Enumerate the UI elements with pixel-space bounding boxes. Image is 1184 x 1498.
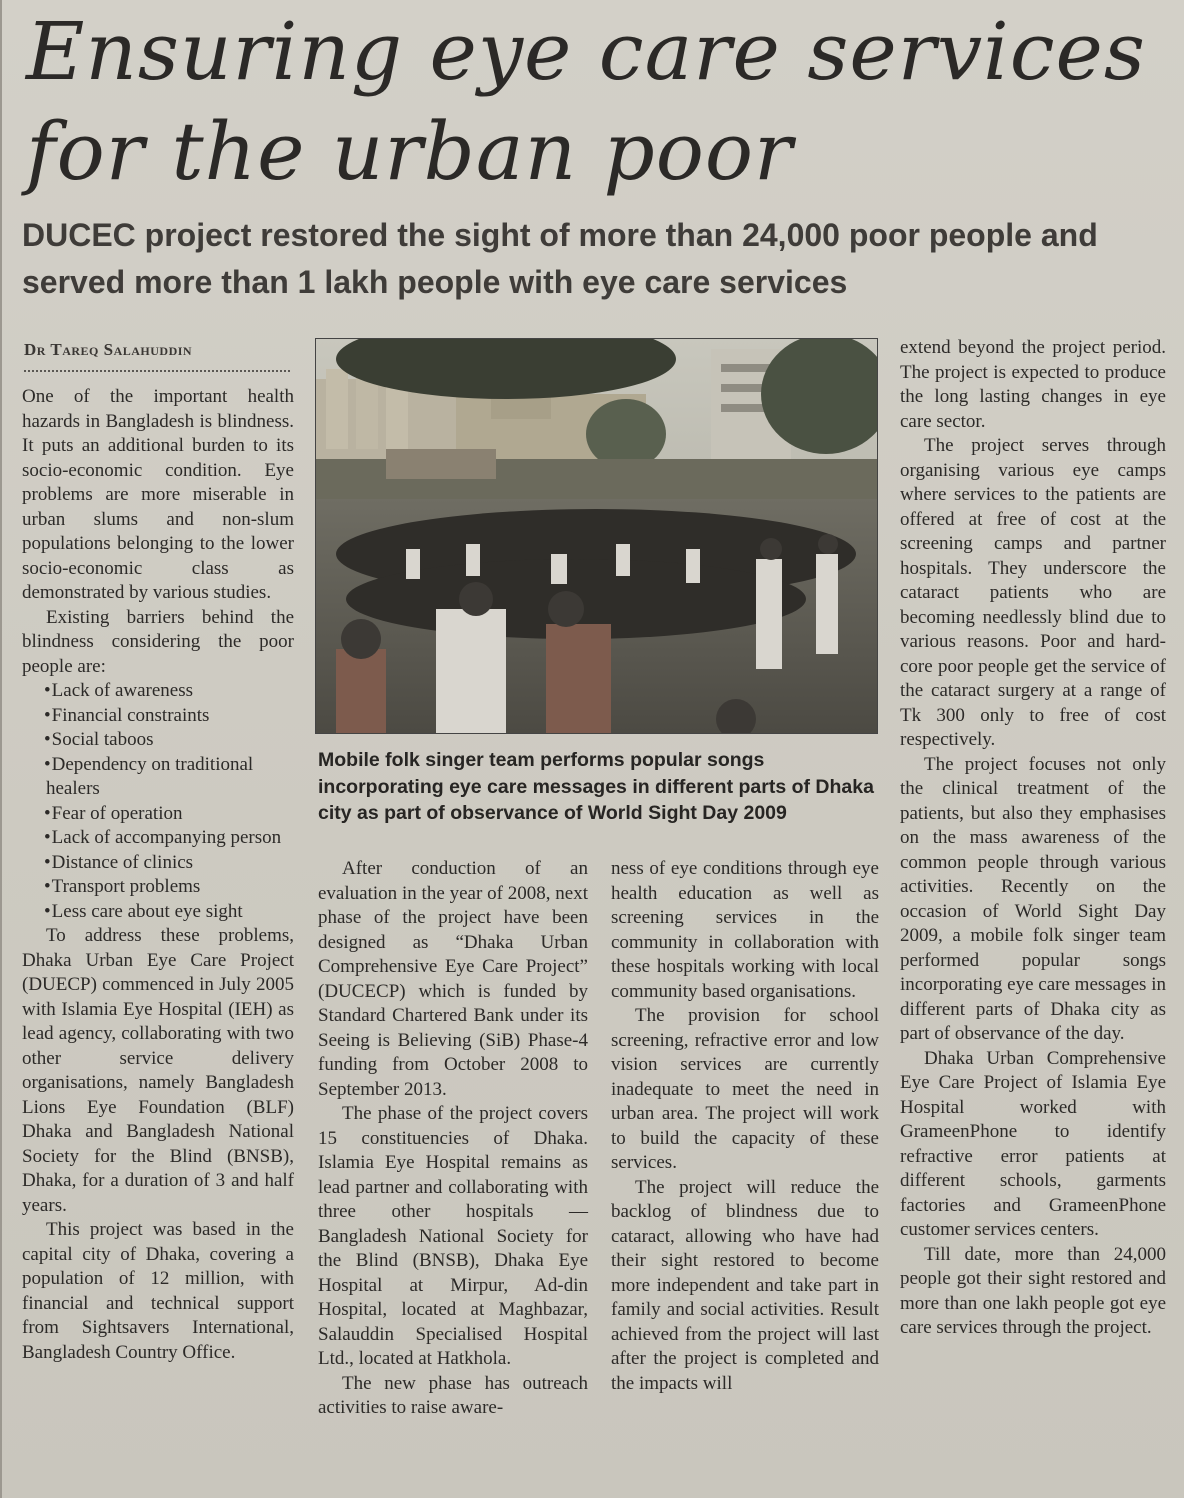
paragraph: The project serves through organising various eye camps where services to the patients are offered at free of cost at the screening camps and partner hospitals. They underscore the cataract patients who are becoming needlessly blind due to various reasons. Poor and hard-core poor people get the service of the cataract surgery at a range of Tk 300 only to free of cost respectively. bbox=[900, 435, 1166, 750]
list-item: • Distance of clinics bbox=[22, 851, 294, 876]
paragraph: Existing barriers behind the blindness considering the poor people are: bbox=[22, 606, 294, 677]
subheadline: DUCEC project restored the sight of more than 24,000 poor people and served more than 1 lakh people with eye care services bbox=[22, 217, 1098, 300]
byline-divider bbox=[24, 370, 290, 372]
paragraph: extend beyond the project period. The project is expected to produce the long lasting changes in eye care sector. bbox=[900, 337, 1166, 432]
list-item: • Transport problems bbox=[22, 875, 294, 900]
paragraph: The provision for school screening, refractive error and low vision services are currently inadequate to meet the need in urban area. The project will work to build the capacity of these services. bbox=[611, 1005, 879, 1173]
list-item: • Lack of accompanying person bbox=[22, 826, 294, 851]
paragraph: This project was based in the capital city of Dhaka, covering a population of 12 million, with financial and technical support from Sightsavers International, Bangladesh Country Office. bbox=[22, 1219, 294, 1363]
paragraph: To address these problems, Dhaka Urban Eye Care Project (DUECP) commenced in July 2005 with Islamia Eye Hospital (IEH) as lead agency, collaborating with two other service delivery organisations, namely Bangladesh Lions Eye Foundation (BLF) Dhaka and Bangladesh National Society for the Blind (BNSB), Dhaka, for a duration of 3 and half years. bbox=[22, 925, 294, 1216]
paragraph: Till date, more than 24,000 people got their sight restored and more than one lakh people got eye care services through the project. bbox=[900, 1243, 1166, 1338]
photo-caption: Mobile folk singer team performs popular songs incorporating eye care messages in different parts of Dhaka city as part of observance of World Sight Day 2009 bbox=[318, 749, 874, 824]
crowd-photo bbox=[315, 338, 878, 734]
headline-line-2: for the urban poor bbox=[26, 105, 794, 198]
column-4 bbox=[900, 336, 1166, 1492]
crowd-photo-illustration bbox=[316, 339, 877, 733]
paragraph: The project focuses not only the clinical treatment of the patients, but also they emphasises on the mass awareness of the common people through various activities. Recently on the occasion of World Sight Day 2009, a mobile folk singer team performed popular songs incorporating eye care messages in different parts of Dhaka city as part of observance of the day. bbox=[900, 753, 1166, 1044]
list-item: • Fear of operation bbox=[22, 802, 294, 827]
column-1 bbox=[22, 385, 294, 1490]
column-3 bbox=[611, 857, 879, 1492]
paragraph: The new phase has outreach activities to raise aware- bbox=[318, 1372, 588, 1418]
list-item: • Social taboos bbox=[22, 728, 294, 753]
list-item: • Less care about eye sight bbox=[22, 900, 294, 925]
paragraph: Dhaka Urban Comprehensive Eye Care Project of Islamia Eye Hospital worked with GrameenPhone to identify refractive error patients at different schools, garments factories and GrameenPhone customer services centers. bbox=[900, 1047, 1166, 1240]
byline: Dr Tareq Salahuddin bbox=[24, 340, 193, 359]
paragraph: The project will reduce the backlog of blindness due to cataract, allowing who have had their sight restored to become more independent and take part in family and social activities. Result achieved from the project will last after the project is completed and the impacts will bbox=[611, 1176, 879, 1394]
paragraph: ness of eye conditions through eye health education as well as screening services in the community in collaboration with these hospitals working with local community based organisations. bbox=[611, 858, 879, 1002]
column-2 bbox=[318, 857, 588, 1492]
paragraph: The phase of the project covers 15 constituencies of Dhaka. Islamia Eye Hospital remains as lead partner and collaborating with three other hospitals — Bangladesh National Society for the Blind (BNSB), Dhaka Eye Hospital at Mirpur, Ad-din Hospital, located at Maghbazar, Salauddin Specialised Hospital Ltd., located at Hatkhola. bbox=[318, 1103, 588, 1369]
barriers-list bbox=[22, 679, 294, 924]
paragraph: After conduction of an evaluation in the year of 2008, next phase of the project have been designed as “Dhaka Urban Comprehensive Eye Care Project” (DUCECP) which is funded by Standard Chartered Bank under its Seeing is Believing (SiB) Phase-4 funding from October 2008 to September 2013. bbox=[318, 858, 588, 1100]
list-item: • Lack of awareness bbox=[22, 679, 294, 704]
paragraph: One of the important health hazards in Bangladesh is blindness. It puts an additional burden to its socio-economic condition. Eye problems are more miserable in urban slums and non-slum populations belonging to the lower socio-economic class as demonstrated by various studies. bbox=[22, 386, 294, 603]
headline bbox=[26, 2, 1166, 202]
headline-line-1: Ensuring eye care services bbox=[26, 5, 1146, 98]
list-item: • Dependency on traditional healers bbox=[22, 753, 294, 802]
list-item: • Financial constraints bbox=[22, 704, 294, 729]
